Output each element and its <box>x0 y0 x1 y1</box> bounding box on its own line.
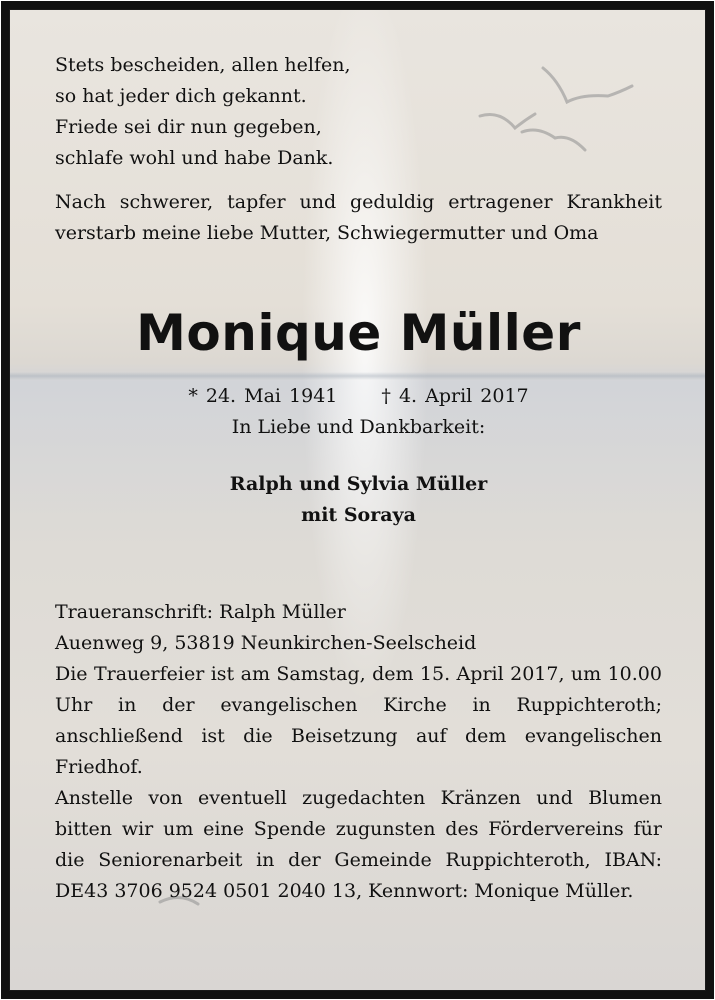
death-date: † 4. April 2017 <box>381 385 529 407</box>
obituary-card <box>9 9 706 991</box>
poem-line: Stets bescheiden, allen helfen, <box>55 54 351 76</box>
birth-date: * 24. Mai 1941 <box>188 385 338 407</box>
family-line: mit Soraya <box>301 504 416 526</box>
poem-line: so hat jeder dich gekannt. <box>55 85 307 107</box>
ceremony-text: Die Trauerfeier ist am Samstag, dem 15. April 2017, um 10.00 Uhr in der evangelischen Kirche in Ruppichteroth; anschließend ist die Beisetzung auf dem evangelischen Friedhof. <box>55 663 662 778</box>
poem <box>55 50 662 174</box>
intro-text: Nach schwerer, tapfer und geduldig ertragener Krankheit verstarb meine liebe Mutter, Schwiegermutter und Oma <box>55 191 662 244</box>
poem-line: schlafe wohl und habe Dank. <box>55 147 334 169</box>
address-line: Traueranschrift: Ralph Müller <box>55 601 346 623</box>
family-line: Ralph und Sylvia Müller <box>229 473 488 495</box>
mourning-address <box>55 597 662 659</box>
family-signature <box>55 469 662 531</box>
donation-text: Anstelle von eventuell zugedachten Kränzen und Blumen bitten wir um eine Spende zugunsten des Fördervereins für die Seniorenarbeit in der Gemeinde Ruppichteroth, IBAN: DE43 3706 9524 0501 2040 13, Kennwort: Monique Müller. <box>55 787 662 902</box>
address-line: Auenweg 9, 53819 Neunkirchen-Seelscheid <box>55 632 477 654</box>
thanks-line: In Liebe und Dankbarkeit: <box>231 416 486 438</box>
life-dates <box>55 381 662 412</box>
obituary-content <box>55 50 662 907</box>
deceased-name: Monique Müller <box>136 304 581 362</box>
poem-line: Friede sei dir nun gegeben, <box>55 116 322 138</box>
